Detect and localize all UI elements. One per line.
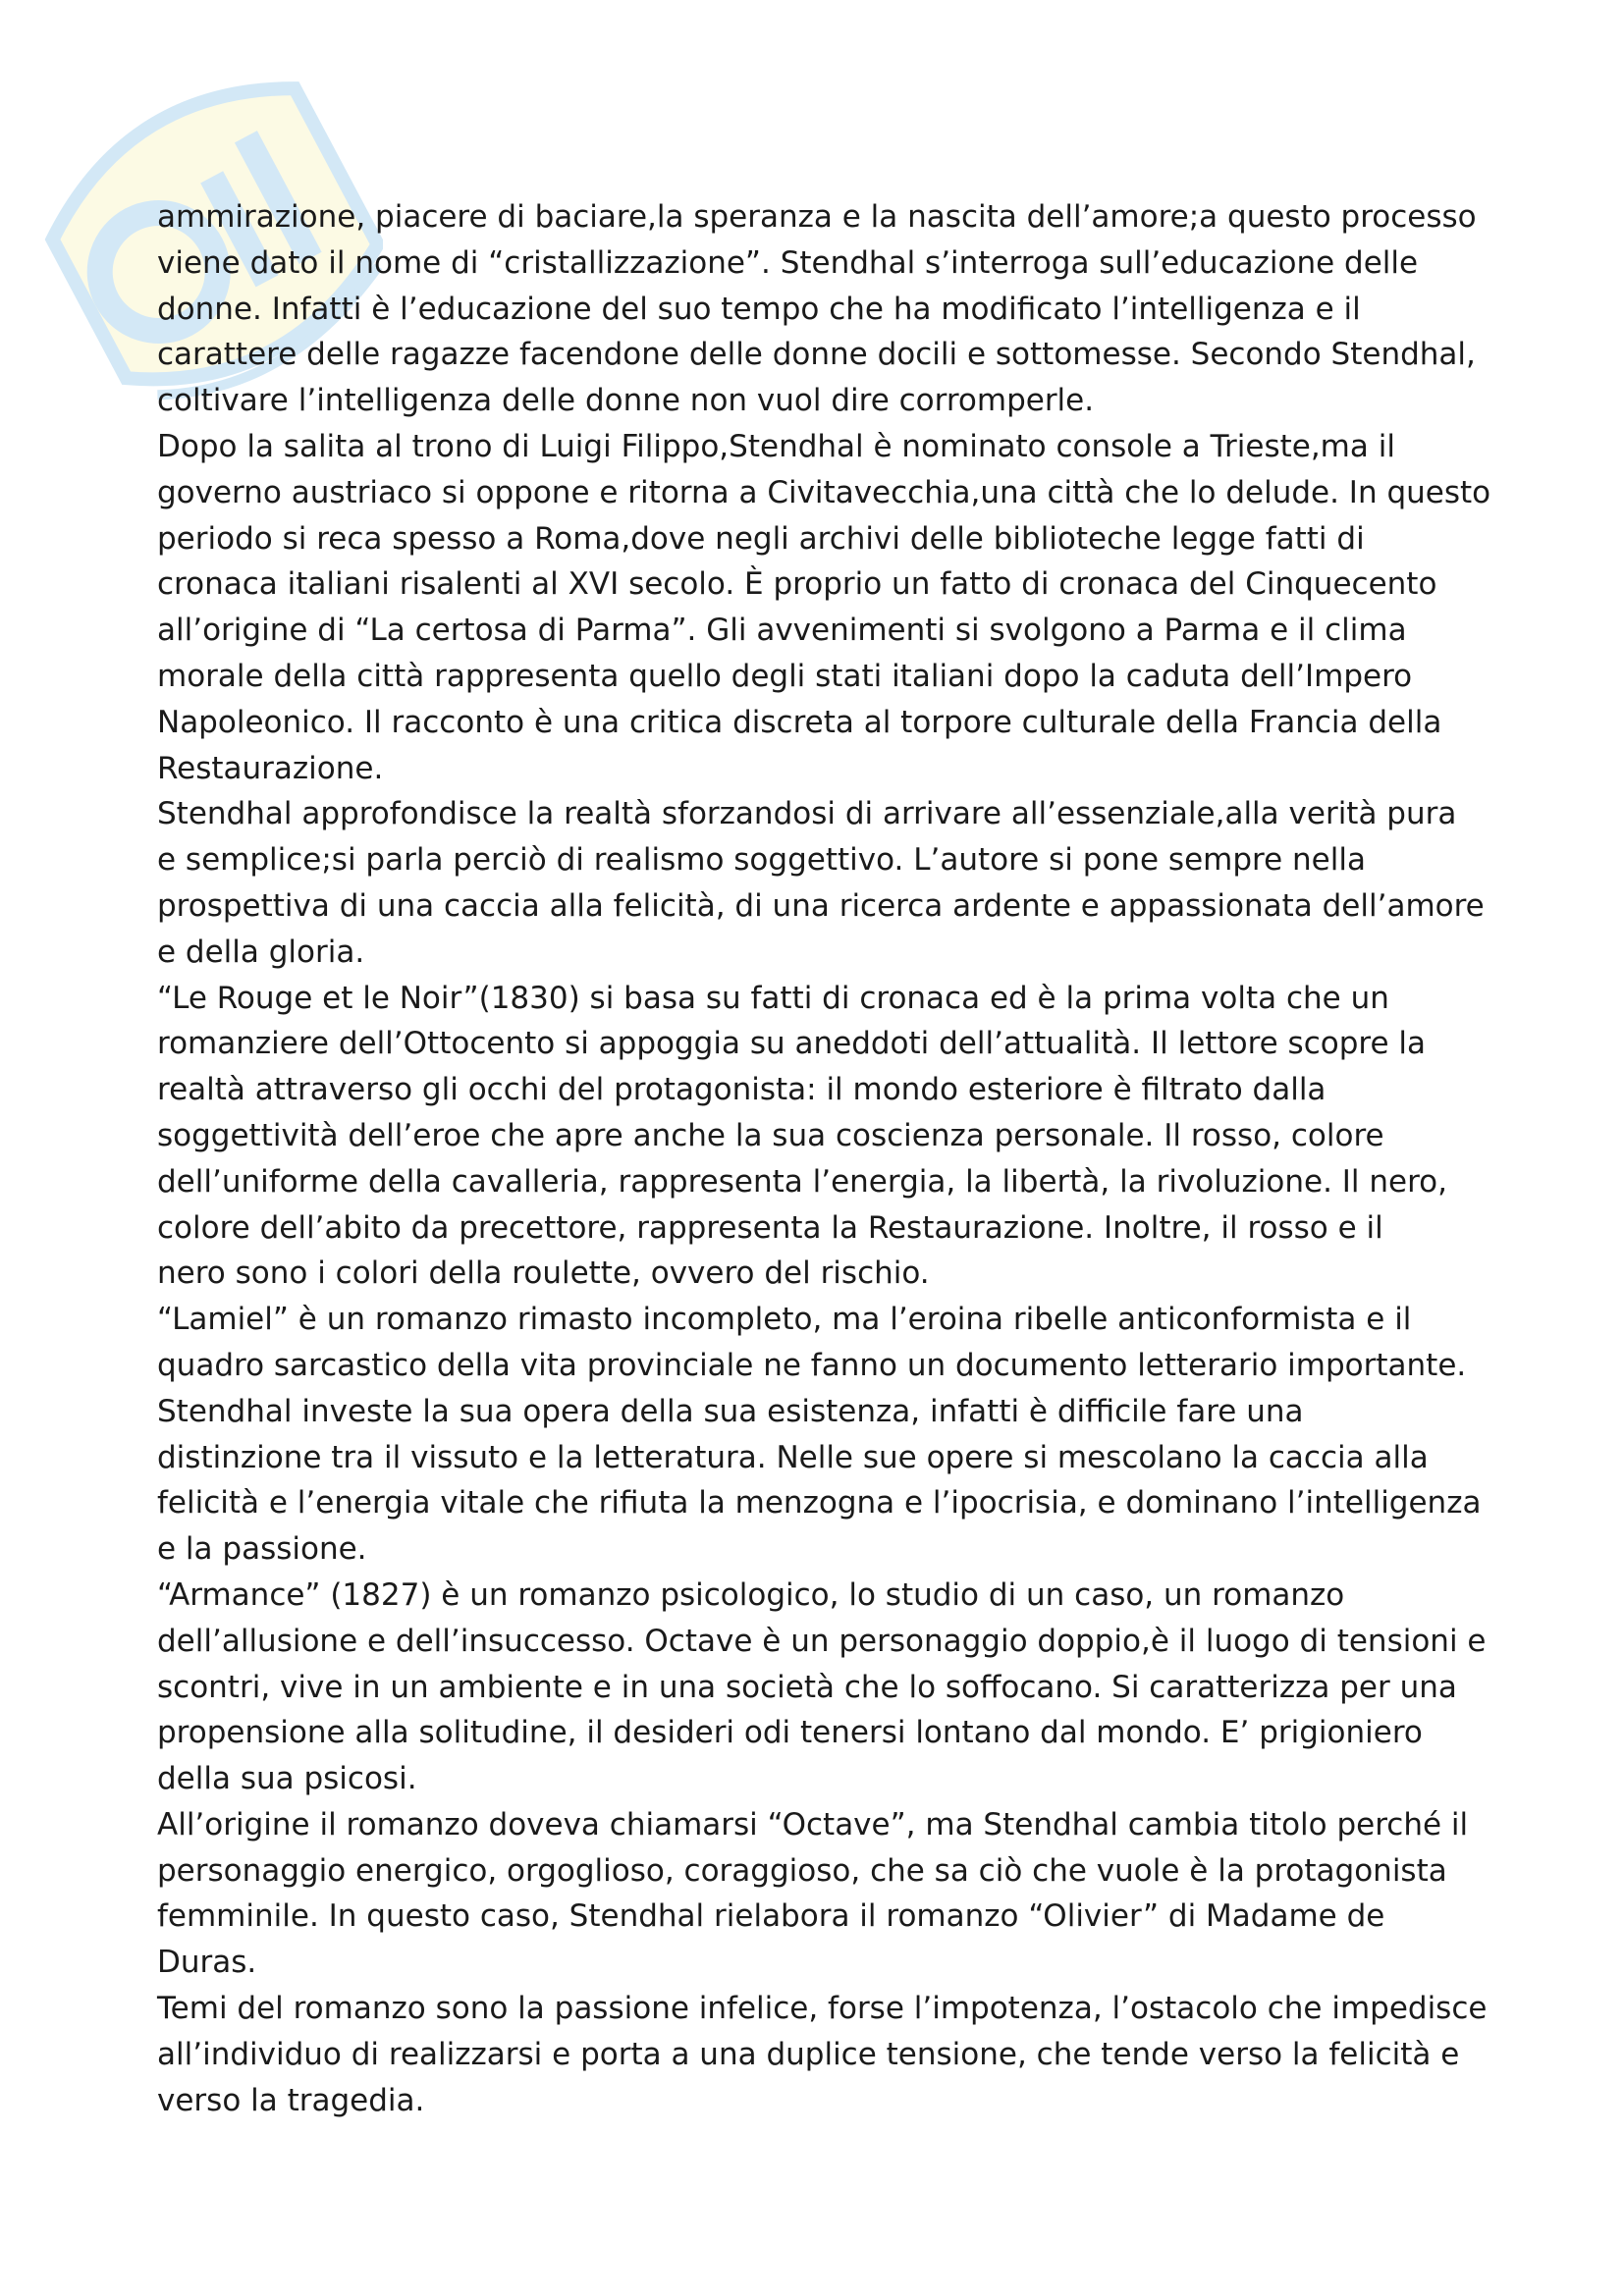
text-line: personaggio energico, orgoglioso, coraggioso, che sa ciò che vuole è la protagonista xyxy=(157,1852,1447,1889)
text-line: viene dato il nome di “cristallizzazione”. Stendhal s’interroga sull’educazione delle xyxy=(157,244,1419,281)
text-line: dell’uniforme della cavalleria, rappresenta l’energia, la libertà, la rivoluzione. Il nero, xyxy=(157,1163,1448,1200)
text-line: distinzione tra il vissuto e la letteratura. Nelle sue opere si mescolano la caccia alla xyxy=(157,1439,1429,1475)
text-line: e della gloria. xyxy=(157,934,365,970)
text-line: Dopo la salita al trono di Luigi Filippo,Stendhal è nominato console a Trieste,ma il xyxy=(157,428,1395,464)
text-line: propensione alla solitudine, il desideri odi tenersi lontano dal mondo. E’ prigioniero xyxy=(157,1715,1423,1751)
text-line: femminile. In questo caso, Stendhal rielabora il romanzo “Olivier” di Madame de xyxy=(157,1898,1385,1935)
text-line: carattere delle ragazze facendone delle donne docili e sottomesse. Secondo Stendhal, xyxy=(157,337,1476,373)
text-line: e la passione. xyxy=(157,1531,367,1568)
document-body xyxy=(157,194,1492,2123)
text-line: donne. Infatti è l’educazione del suo tempo che ha modificato l’intelligenza e il xyxy=(157,291,1361,327)
text-line: all’origine di “La certosa di Parma”. Gli avvenimenti si svolgono a Parma e il clima xyxy=(157,613,1407,649)
text-line: “Armance” (1827) è un romanzo psicologico, lo studio di un caso, un romanzo xyxy=(157,1576,1345,1613)
text-line: colore dell’abito da precettore, rappresenta la Restaurazione. Inoltre, il rosso e il xyxy=(157,1209,1383,1246)
text-line: realtà attraverso gli occhi del protagonista: il mondo esteriore è filtrato dalla xyxy=(157,1072,1326,1108)
text-line: all’individuo di realizzarsi e porta a una duplice tensione, che tende verso la felicità e xyxy=(157,2036,1460,2072)
text-line: prospettiva di una caccia alla felicità, di una ricerca ardente e appassionata dell’amore xyxy=(157,887,1485,924)
text-line: “Lamiel” è un romanzo rimasto incompleto, ma l’eroina ribelle anticonformista e il xyxy=(157,1302,1412,1338)
text-line: Duras. xyxy=(157,1945,257,1981)
text-line: verso la tragedia. xyxy=(157,2082,425,2118)
text-line: Restaurazione. xyxy=(157,750,384,786)
text-line: morale della città rappresenta quello degli stati italiani dopo la caduta dell’Impero xyxy=(157,658,1413,694)
text-line: dell’allusione e dell’insuccesso. Octave è un personaggio doppio,è il luogo di tensioni e xyxy=(157,1623,1487,1659)
text-line: All’origine il romanzo doveva chiamarsi “Octave”, ma Stendhal cambia titolo perché il xyxy=(157,1806,1469,1842)
text-line: coltivare l’intelligenza delle donne non vuol dire corromperle. xyxy=(157,383,1095,419)
text-line: cronaca italiani risalenti al XVI secolo. È proprio un fatto di cronaca del Cinquecento xyxy=(157,566,1437,603)
text-line: e semplice;si parla perciò di realismo soggettivo. L’autore si pone sempre nella xyxy=(157,842,1366,879)
text-line: felicità e l’energia vitale che rifiuta la menzogna e l’ipocrisia, e dominano l’intelligenza xyxy=(157,1485,1482,1522)
text-line: Temi del romanzo sono la passione infelice, forse l’impotenza, l’ostacolo che impedisce xyxy=(157,1991,1488,2027)
text-line: scontri, vive in un ambiente e in una società che lo soffocano. Si caratterizza per una xyxy=(157,1669,1457,1705)
text-line: Stendhal investe la sua opera della sua esistenza, infatti è difficile fare una xyxy=(157,1393,1304,1429)
text-line: periodo si reca spesso a Roma,dove negli archivi delle biblioteche legge fatti di xyxy=(157,520,1365,557)
text-line: nero sono i colori della roulette, ovvero del rischio. xyxy=(157,1255,930,1292)
text-line: “Le Rouge et le Noir”(1830) si basa su fatti di cronaca ed è la prima volta che un xyxy=(157,980,1389,1016)
text-line: governo austriaco si oppone e ritorna a Civitavecchia,una città che lo delude. In questo xyxy=(157,474,1491,510)
text-line: romanziere dell’Ottocento si appoggia su aneddoti dell’attualità. Il lettore scopre la xyxy=(157,1026,1426,1062)
text-line: Stendhal approfondisce la realtà sforzandosi di arrivare all’essenziale,alla verità pura xyxy=(157,796,1457,832)
text-line: della sua psicosi. xyxy=(157,1761,417,1797)
text-line: ammirazione, piacere di baciare,la speranza e la nascita dell’amore;a questo processo xyxy=(157,199,1477,235)
text-line: quadro sarcastico della vita provinciale ne fanno un documento letterario importante. xyxy=(157,1347,1467,1383)
text-line: soggettività dell’eroe che apre anche la sua coscienza personale. Il rosso, colore xyxy=(157,1117,1384,1153)
text-line: Napoleonico. Il racconto è una critica discreta al torpore culturale della Francia della xyxy=(157,704,1442,740)
